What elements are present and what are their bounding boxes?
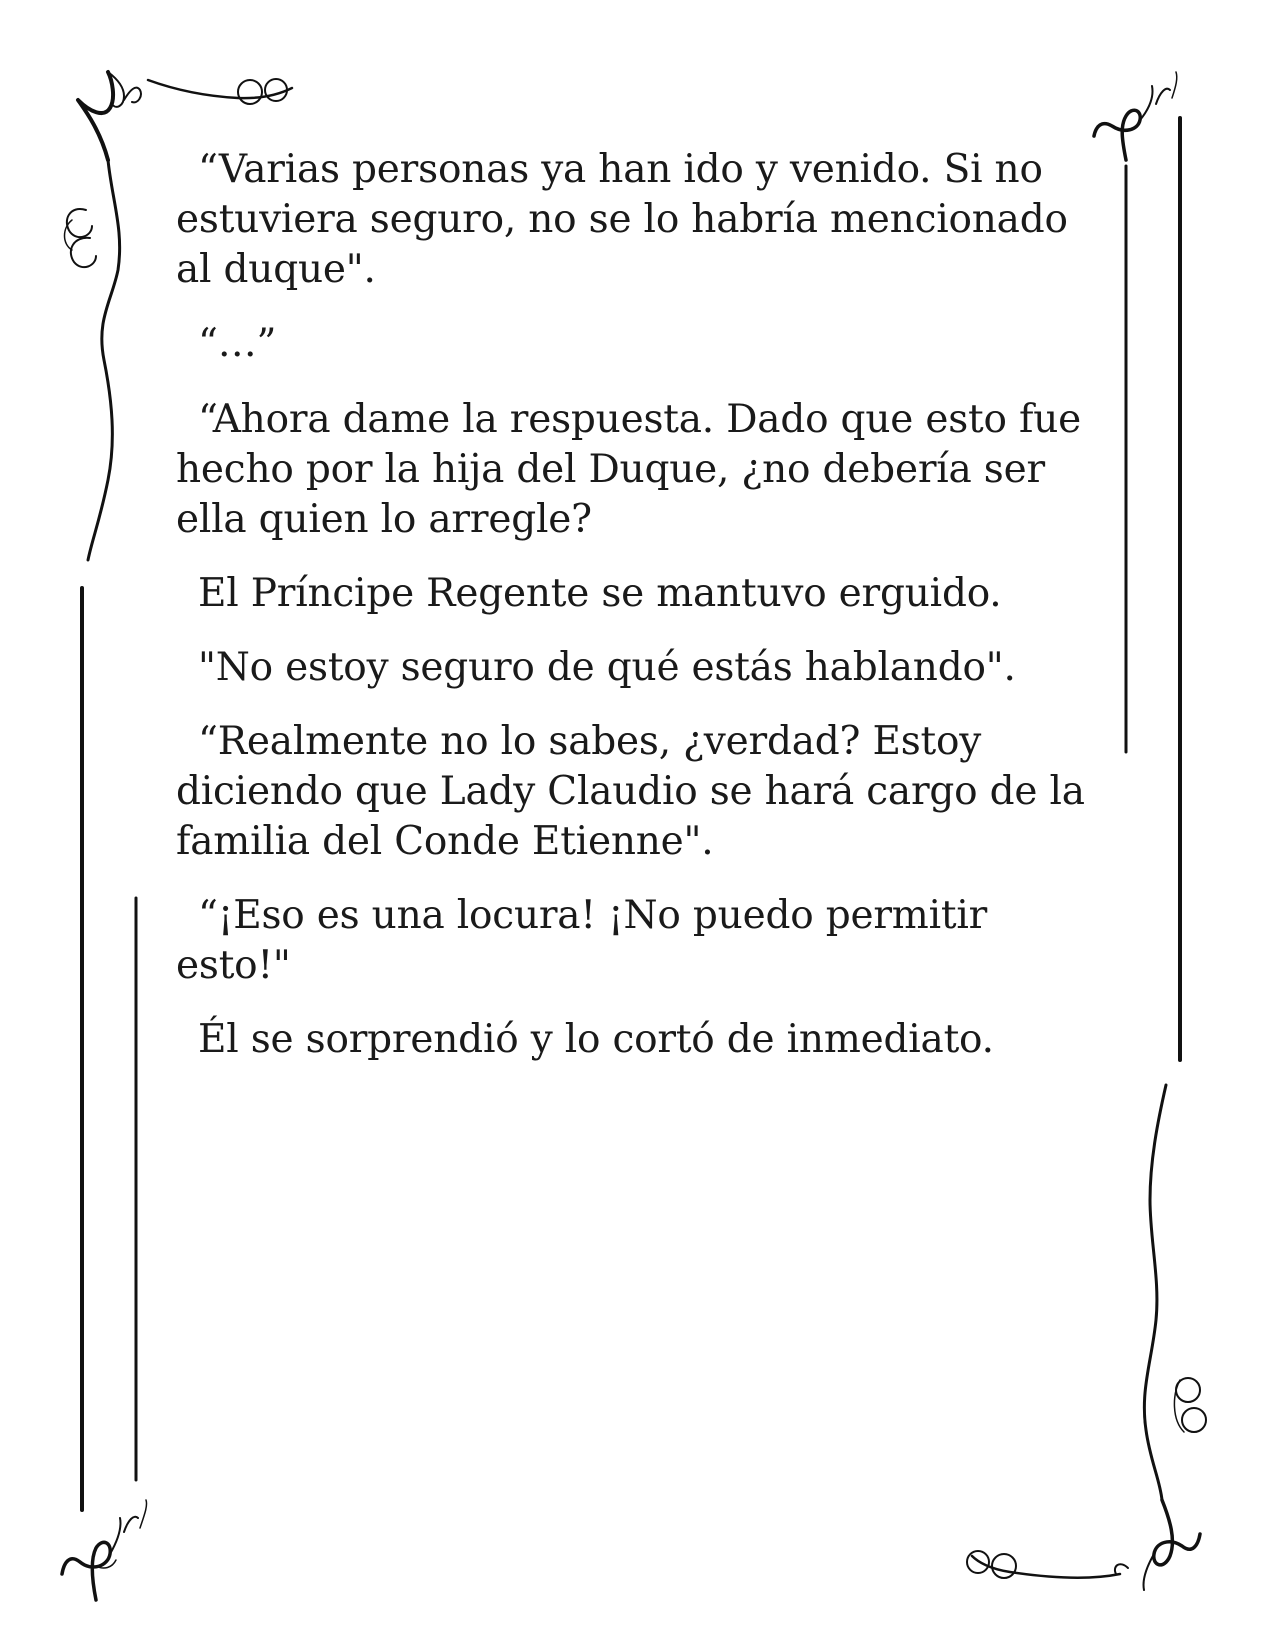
paragraph: "No estoy seguro de qué estás hablando". bbox=[198, 645, 1016, 690]
bottom-right-flourish bbox=[967, 1085, 1206, 1590]
bottom-left-flourish bbox=[62, 1500, 147, 1600]
paragraph: “Realmente no lo sabes, ¿verdad? Estoy diciendo que Lady Claudio se hará cargo de la familia del Conde Etienne". bbox=[176, 719, 1085, 864]
story-text bbox=[176, 145, 1106, 1089]
paragraph: “Varias personas ya han ido y venido. Si no estuviera seguro, no se lo habría mencionado al duque". bbox=[176, 147, 1068, 292]
paragraph: El Príncipe Regente se mantuvo erguido. bbox=[198, 571, 1002, 616]
paragraph: “…” bbox=[198, 321, 277, 366]
paragraph: “Ahora dame la respuesta. Dado que esto fue hecho por la hija del Duque, ¿no debería ser ella quien lo arregle? bbox=[176, 397, 1081, 542]
paragraph: Él se sorprendió y lo cortó de inmediato. bbox=[198, 1017, 994, 1062]
top-right-flourish bbox=[1094, 72, 1177, 160]
paragraph: “¡Eso es una locura! ¡No puedo permitir esto!" bbox=[176, 893, 988, 988]
